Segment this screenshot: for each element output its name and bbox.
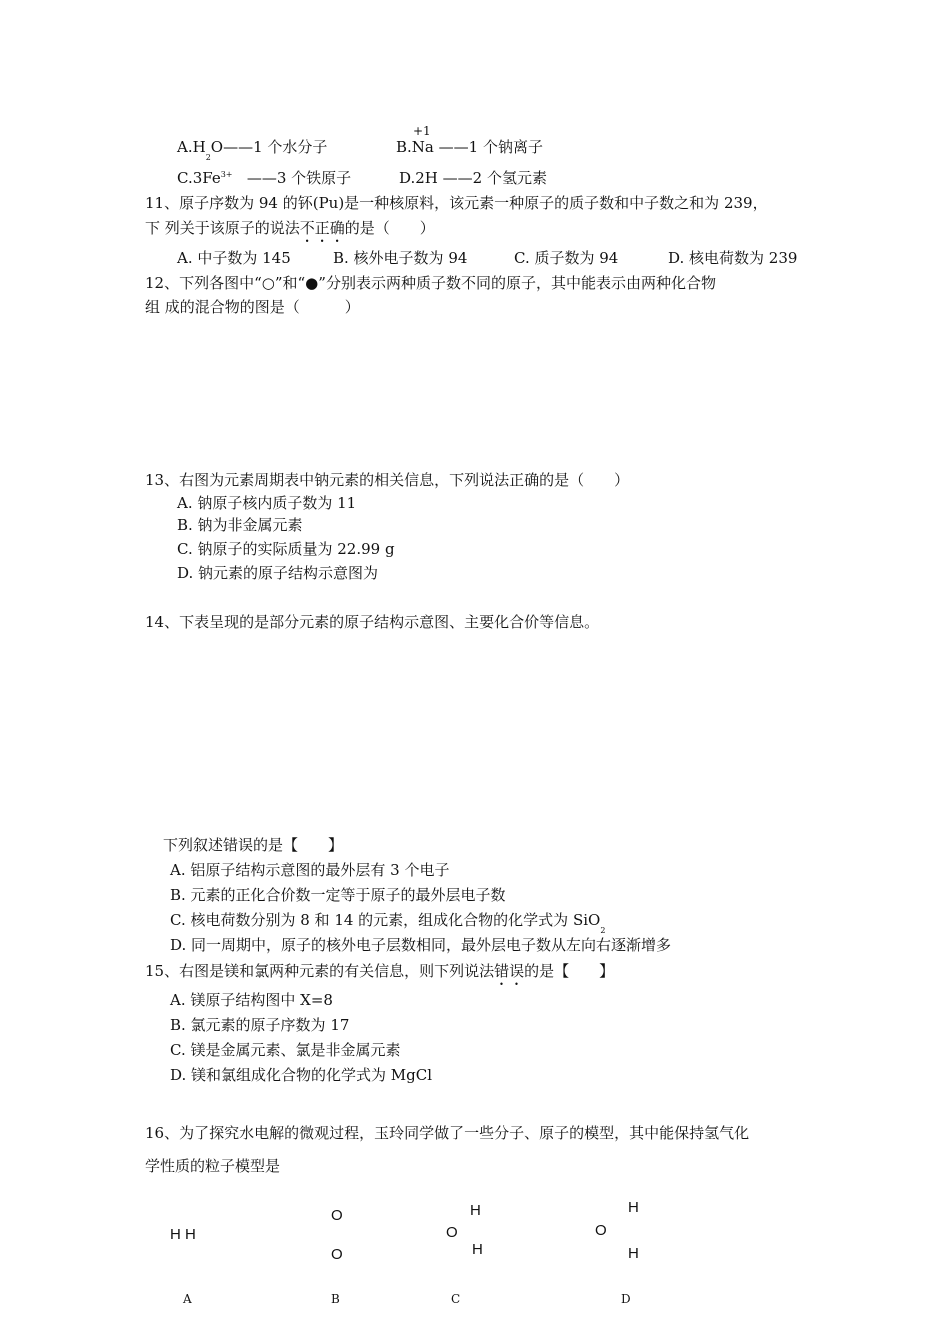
q15-option-a: A. 镁原子结构图中 X=8 (170, 991, 333, 1009)
model-c-oxygen-atom: O (446, 1224, 458, 1241)
model-d-oxygen-atom: O (595, 1222, 607, 1239)
q15-stem: 15、右图是镁和氯两种元素的有关信息，则下列说法错误的是【 】 (145, 962, 615, 980)
q13-option-c: C. 钠原子的实际质量为 22.99 g (177, 540, 395, 558)
q10-option-b: B.Na ——1 个钠离子 (396, 138, 543, 156)
q15-option-d: D. 镁和氯组成化合物的化学式为 MgCl (170, 1066, 433, 1084)
model-c-bottom-hydrogen: H (472, 1241, 483, 1258)
q10-option-b-charge: +1 (413, 124, 431, 138)
q16-stem-line1: 16、为了探究水电解的微观过程，玉玲同学做了一些分子、原子的模型，其中能保持氢气化 (145, 1124, 750, 1142)
q14-option-b: B. 元素的正化合价数一定等于原子的最外层电子数 (170, 886, 506, 904)
q10-option-d: D.2H ——2 个氢元素 (399, 169, 547, 187)
q10-option-a: $A.H_2O——1$ 个水分子 (177, 138, 328, 162)
q13-option-b: B. 钠为非金属元素 (177, 516, 303, 534)
q11-option-a: A. 中子数为 145 (177, 249, 291, 267)
model-c-top-hydrogen: H (470, 1202, 481, 1219)
q11-option-c: C. 质子数为 94 (514, 249, 619, 267)
q14-option-c: C. 核电荷数分别为 8 和 14 的元素，组成化合物的化学式为 SiO$_2$ (170, 911, 606, 935)
model-label-c: C (451, 1292, 461, 1306)
q14-stem: 14、下表呈现的是部分元素的原子结构示意图、主要化合价等信息。 (145, 613, 600, 631)
q15-emphasis: 错误 (494, 962, 525, 980)
model-d-bottom-hydrogen: H (628, 1245, 639, 1262)
model-label-a: A (183, 1292, 192, 1306)
q13-option-a: A. 钠原子核内质子数为 11 (177, 494, 357, 512)
q10-option-c: $C.3Fe^{3+}$ ——3 个铁原子 (177, 169, 352, 187)
q14-option-a: A. 铝原子结构示意图的最外层有 3 个电子 (170, 861, 450, 879)
q11-stem-line2: 下 列关于该原子的说法不正确的是（ ） (145, 219, 435, 237)
q14-option-d: D. 同一周期中，原子的核外电子层数相同，最外层电子数从左向右逐渐增多 (170, 936, 672, 954)
model-b-bottom-atom: O (331, 1246, 343, 1263)
q11-emphasis: 不正确 (299, 219, 345, 237)
q16-stem-line2: 学性质的粒子模型是 (145, 1157, 281, 1175)
model-a-text: H H (170, 1226, 196, 1243)
q15-option-b: B. 氯元素的原子序数为 17 (170, 1016, 350, 1034)
q12-stem-line2: 组 成的混合物的图是（ ） (145, 298, 360, 316)
q11-stem-line1: 11、原子序数为 94 的钚(Pu)是一种核原料，该元素一种原子的质子数和中子数之和为 239， (145, 194, 768, 212)
q11-option-b: B. 核外电子数为 94 (333, 249, 468, 267)
model-d-top-hydrogen: H (628, 1199, 639, 1216)
q14-sub-stem: 下列叙述错误的是【 】 (163, 836, 344, 854)
q11-option-d: D. 核电荷数为 239 (668, 249, 798, 267)
q12-stem-line1: 12、下列各图中“○”和“●”分别表示两种质子数不同的原子，其中能表示由两种化合物 (145, 274, 716, 292)
q13-option-d: D. 钠元素的原子结构示意图为 (177, 564, 379, 582)
q13-stem: 13、右图为元素周期表中钠元素的相关信息，下列说法正确的是（ ） (145, 471, 630, 489)
model-b-top-atom: O (331, 1207, 343, 1224)
model-label-b: B (331, 1292, 340, 1306)
q15-option-c: C. 镁是金属元素、氯是非金属元素 (170, 1041, 401, 1059)
model-label-d: D (621, 1292, 631, 1306)
